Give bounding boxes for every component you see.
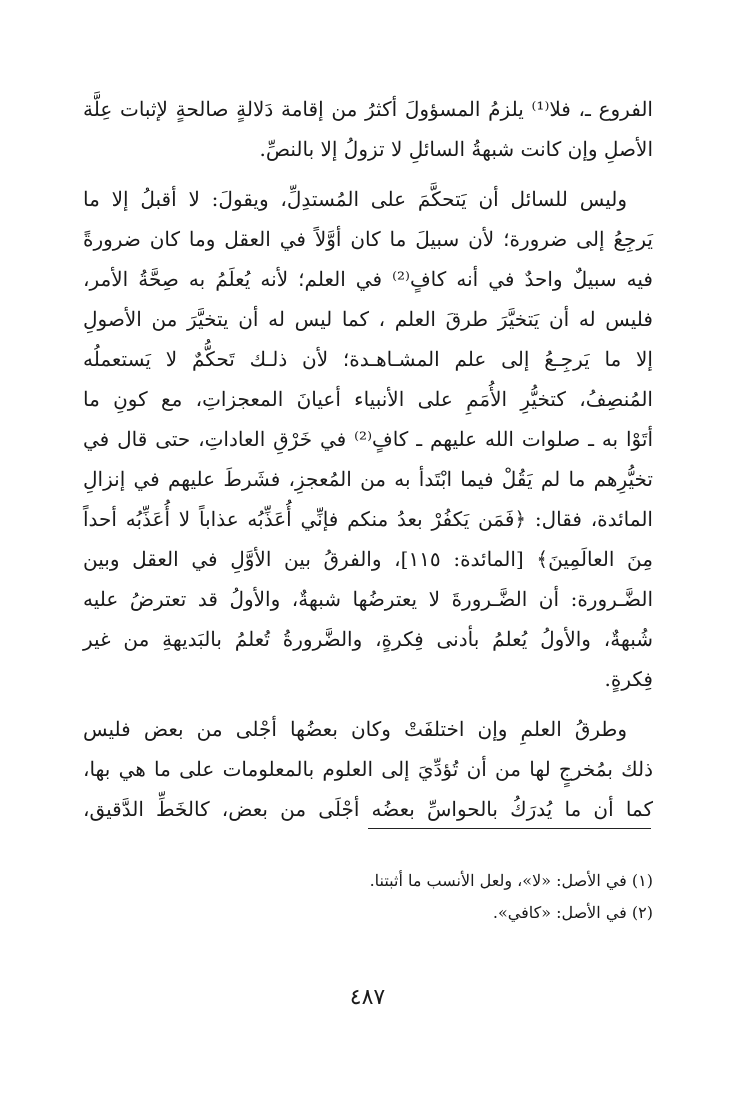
text-line: شُبهةٌ، والأولُ يُعلمُ بأدنى فِكرةٍ، والضَّرورةُ تُعلمُ بالبَديهةِ من غير: [83, 627, 653, 651]
footnote: (١) في الأصل: «لا»، ولعل الأنسب ما أثبتنا.: [369, 871, 653, 890]
text-line: الضَّـرورة: أن الضَّـرورةَ لا يعترضُها شبهةٌ، والأولُ قد تعترضُ عليه: [83, 587, 653, 611]
text-line: ذلك بمُخرجٍ لها من أن تُؤدِّيَ إلى العلوم بالمعلومات على ما هي بها،: [83, 757, 653, 781]
text-line: إلا ما يَرجِـعُ إلى علم المشـاهـدة؛ لأن ذلـك تَحكُّمٌ لا يَستعملُه: [83, 347, 653, 371]
text-line: الفروع ـ، فلا⁽¹⁾ يلزمُ المسؤولَ أكثرُ من إقامة دَلالةٍ صالحةٍ لإثبات عِلَّة: [83, 97, 653, 121]
text-line: تخيُّرِهم ما لم يَقُلْ فيما ابْتَدأ به من المُعجزِ، فشَرطَ عليهم في إنزالِ: [83, 467, 653, 491]
text-line: فيه سبيلٌ واحدٌ في أنه كافٍ⁽²⁾ في العلم؛ لأنه يُعلَمُ به صِحَّةُ الأمر،: [83, 267, 653, 291]
text-line: الأصلِ وإن كانت شبهةُ السائلِ لا تزولُ إلا بالنصِّ.: [259, 137, 653, 161]
text-line: المُنصِفُ، كتخيُّرِ الأُمَمِ على الأنبياء أعيانَ المعجزاتِ، مع كونِ ما: [83, 387, 653, 411]
text-line: أتَوْا به ـ صلوات الله عليهم ـ كافٍ⁽²⁾ في خَرْقِ العاداتِ، حتى قال في: [83, 427, 654, 451]
text-line: فِكرةٍ.: [604, 667, 653, 691]
text-line: المائدة، فقال: ﴿فَمَن يَكفُرْ بعدُ منكم فإنِّي أُعَذِّبُه عذاباً لا أُعَذِّبُه أحداً: [83, 507, 653, 531]
text-line: فليس له أن يَتخيَّرَ طرقَ العلم ، كما ليس له أن يتخيَّرَ من الأصولِ: [83, 307, 653, 331]
text-line: يَرجِعُ إلى ضرورة؛ لأن سبيلَ ما كان أوَّلاً في العقل وما كان ضرورةً: [83, 227, 653, 251]
text-line: وليس للسائل أن يَتحكَّمَ على المُستدِلِّ، ويقولَ: لا أقبلُ إلا ما: [83, 187, 627, 211]
page-number: ٤٨٧: [349, 985, 386, 1010]
text-line: كما أن ما يُدرَكُ بالحواسِّ بعضُه أجْلَى من بعض، كالخَطِّ الدَّقيق،: [83, 797, 653, 821]
footnote: (٢) في الأصل: «كافي».: [492, 903, 653, 922]
footnote-separator: [368, 828, 651, 829]
text-line: وطرقُ العلمِ وإن اختلفَتْ وكان بعضُها أجْلى من بعض فليس: [83, 717, 627, 741]
text-line: مِنَ العالَمِينَ﴾ [المائدة: ١١٥]، والفرقُ بين الأوَّلِ في العقل وبين: [83, 547, 653, 571]
